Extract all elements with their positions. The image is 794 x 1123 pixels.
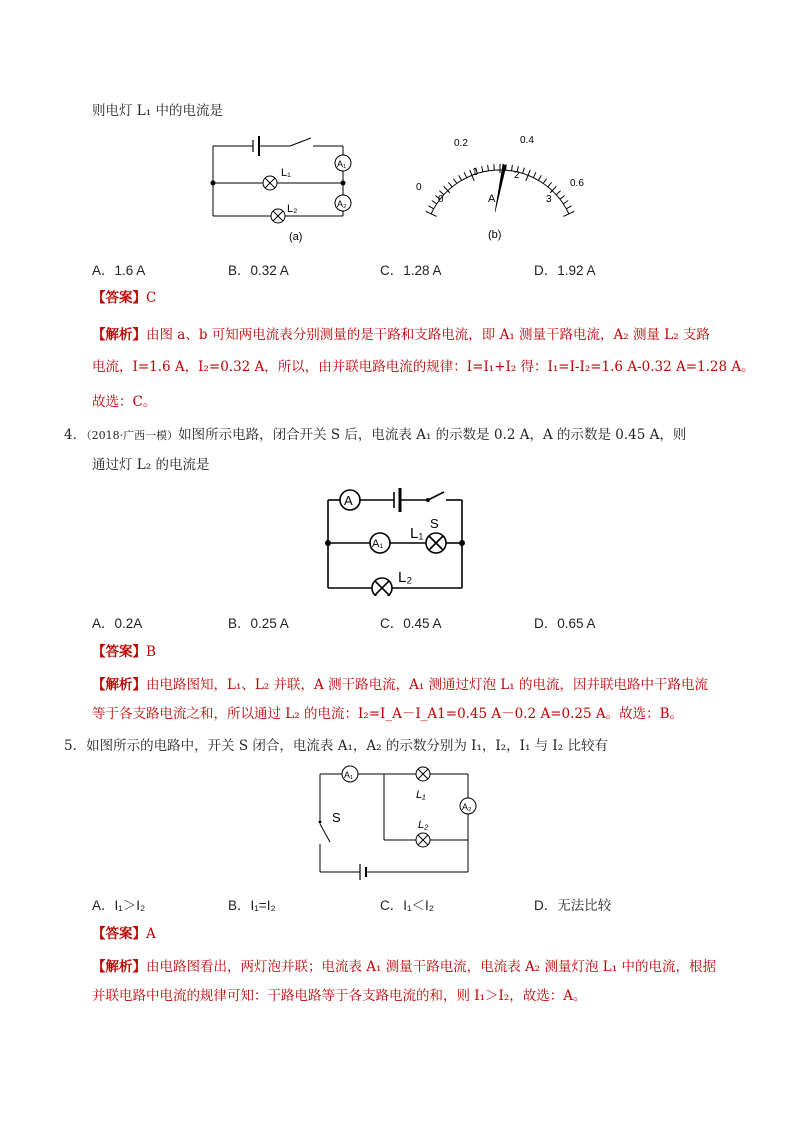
q3-fig-a-l1: L₁ [281,167,291,179]
q3-analysis-line-2: 电流，I=1.6 A，I₂=0.32 A，所以，由并联电路电流的规律：I=I₁+I₂ 得：I₁=I-I₂=1.6 A-0.32 A=1.28 A。 [92,359,755,375]
dial-large-1: 1 [472,167,478,178]
dial-small-04: 0.4 [520,135,534,146]
q5-option-c: C．I₁＜I₂ [380,898,435,913]
q4-analysis-line-2: 等于各支路电流之和，所以通过 L₂ 的电流：I₂=I_A－I_A1=0.45 A－0.2 A=0.25 A。故选：B。 [92,706,684,722]
dial-large-3: 3 [546,194,552,205]
q5-fig-s: S [332,810,341,825]
dial-large-2: 2 [514,170,520,181]
q3-option-d: D．1.92 A [534,263,596,278]
q4-option-c: C．0.45 A [380,616,442,631]
q3-option-b: B．0.32 A [228,263,289,278]
q4-stem-line-1: 4．（2018·广西一模）如图所示电路，闭合开关 S 后，电流表 A₁ 的示数是 0.2 A，A 的示数是 0.45 A，则 [64,427,687,443]
q4-option-b: B．0.25 A [228,616,289,631]
q3-ammeter-dial-b [400,128,600,243]
q5-fig-l1: L₁ [416,789,426,801]
q3-stem: 则电灯 L₁ 中的电流是 [92,103,223,119]
q5-option-a: A．I₁＞I₂ [92,898,146,913]
dial-unit: A [488,193,496,205]
q4-fig-l1: L₁ [410,525,424,542]
q5-option-b: B．I₁=I₂ [228,898,276,913]
q4-stem-line-2: 通过灯 L₂ 的电流是 [92,457,210,473]
dial-small-06: 0.6 [570,178,584,189]
q5-fig-a1: A₁ [344,770,354,780]
q3-option-a: A．1.6 A [92,263,146,278]
q4-analysis-line-1: 【解析】由电路图知，L₁、L₂ 并联，A 测干路电流，A₁ 测通过灯泡 L₁ 的电流，因并联电路中干路电流 [92,677,708,693]
dial-large-0: 0 [438,194,444,205]
q5-stem-line-1: 5．如图所示的电路中，开关 S 闭合，电流表 A₁，A₂ 的示数分别为 I₁，I₂，I₁ 与 I₂ 比较有 [64,738,608,754]
q4-fig-a: A [344,493,353,508]
q3-fig-a-a1: A₁ [337,159,347,169]
q5-analysis-line-2: 并联电路中电流的规律可知：干路电路等于各支路电流的和，则 I₁＞I₂，故选：A。 [92,988,587,1004]
dial-small-02: 0.2 [454,138,468,149]
q3-fig-b-label: (b) [488,229,502,241]
q5-answer: 【答案】A [92,926,156,942]
q4-fig-l2: L₂ [398,569,413,586]
q3-analysis-line-3: 故选：C。 [92,394,157,410]
q3-fig-a-label: (a) [289,231,303,243]
q4-option-a: A．0.2A [92,616,143,631]
q4-circuit [320,484,470,596]
q4-fig-a1: A₁ [372,538,384,550]
q3-answer: 【答案】C [92,290,157,306]
dial-small-0: 0 [416,182,422,193]
q3-option-c: C．1.28 A [380,263,442,278]
q5-fig-l2: L₂ [418,819,429,831]
q4-option-d: D．0.65 A [534,616,596,631]
q3-fig-a-a2: A₂ [337,199,347,209]
q5-fig-a2: A₂ [462,802,472,812]
q4-answer: 【答案】B [92,644,156,660]
q5-option-d: D．无法比较 [534,898,612,913]
q4-fig-s: S [430,516,439,531]
q5-analysis-line-1: 【解析】由电路图看出，两灯泡并联；电流表 A₁ 测量干路电流，电流表 A₂ 测量灯泡 L₁ 中的电流，根据 [92,959,716,975]
q5-circuit [312,764,484,880]
q3-analysis-line-1: 【解析】由图 a、b 可知两电流表分别测量的是干路和支路电流，即 A₁ 测量干路电流，A₂ 测量 L₂ 支路 [92,327,710,343]
q3-circuit-a [205,132,360,244]
q3-fig-a-l2: L₂ [287,203,298,215]
